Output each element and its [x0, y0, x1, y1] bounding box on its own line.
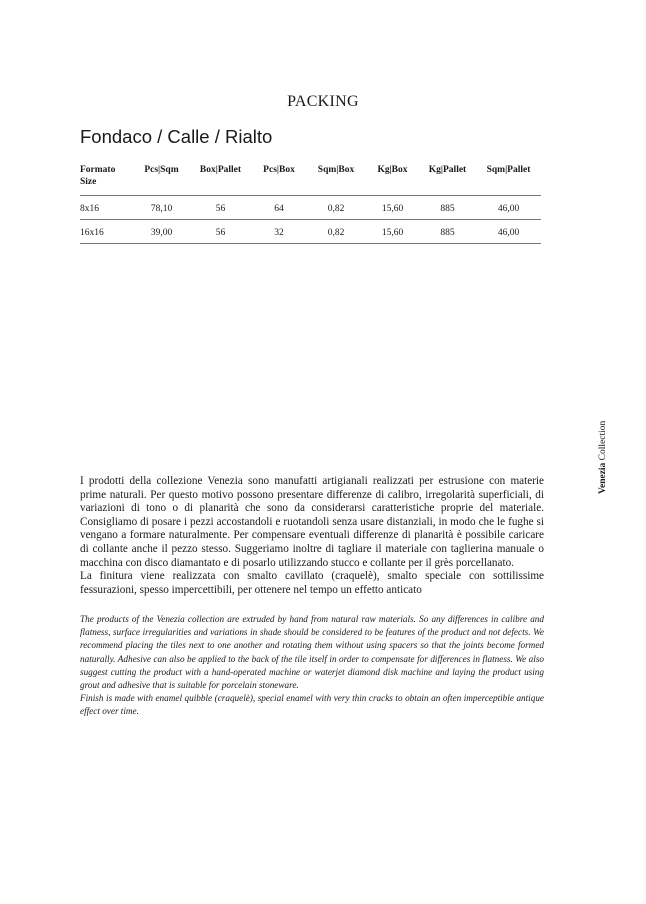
table-cell: 46,00 — [497, 204, 520, 214]
table-cell: 0,82 — [327, 204, 345, 214]
table-header-row — [80, 162, 541, 196]
table-row — [80, 196, 541, 220]
collection-title: Fondaco / Calle / Rialto — [80, 126, 273, 147]
table-cell: 15,60 — [381, 228, 404, 238]
table-cell: 32 — [274, 228, 284, 238]
header-formato-size: Formato Size — [80, 165, 116, 187]
table-cell: 885 — [440, 228, 455, 238]
table-cell: 885 — [440, 204, 455, 214]
table-cell-size: 8x16 — [80, 204, 99, 214]
table-cell: 0,82 — [327, 228, 345, 238]
page-title: PACKING — [287, 93, 359, 110]
packing-table — [80, 162, 541, 244]
paragraph-english-1: The products of the Venezia collection are extruded by hand from natural raw materials. So any differences in calibre and flatness, surface irregularities and variations in shade should be considered to be features of the product and not defects. We recommend placing the tiles next to one another and rotating them without using spacers so that the joints become formed naturally. Adhesive can also be applied to the back of the tile itself in order to compensate for differences in flatness. We also suggest cutting the product with a hand-operated machine or waterjet diamond disk machine and laying the product using grout and adhesive that is suitable for porcelain stoneware. — [80, 614, 544, 691]
table-cell: 64 — [274, 204, 284, 214]
collection-side-label — [598, 412, 612, 494]
description-italian — [80, 475, 544, 597]
header-sqm-pallet: Sqm|Pallet — [486, 165, 531, 175]
header-kg-pallet: Kg|Pallet — [428, 165, 467, 175]
table-cell: 15,60 — [381, 204, 404, 214]
table-cell: 56 — [215, 228, 226, 238]
table-cell: 56 — [215, 204, 226, 214]
header-kg-box: Kg|Box — [377, 165, 408, 175]
header-pcs-sqm: Pcs|Sqm — [144, 165, 179, 175]
side-label-word: Collection — [598, 420, 608, 461]
table-cell: 39,00 — [150, 228, 173, 238]
table-cell-size: 16x16 — [80, 228, 104, 238]
paragraph-english-2: Finish is made with enamel quibble (craquelè), special enamel with very thin cracks to obtain an often imperceptible antique effect over time. — [80, 693, 544, 717]
table-row — [80, 220, 541, 244]
table-cell: 78,10 — [150, 204, 173, 214]
header-box-pallet: Box|Pallet — [199, 165, 242, 175]
paragraph-italian-2: La finitura viene realizzata con smalto cavillato (craquelè), smalto speciale con sottilissime fessurazioni, spesso impercettibili, per ottenere nel tempo un effetto anticato — [80, 570, 544, 596]
header-sqm-box: Sqm|Box — [317, 165, 355, 175]
paragraph-italian-1: I prodotti della collezione Venezia sono manufatti artigianali realizzati per estrusione con materie prime naturali. Per questo motivo possono presentare differenze di calibro, irregolarità superficiali, di variazioni di tono o di planarità che sono da considerarsi caratteristiche proprie del materiale. Consigliamo di posare i pezzi accostandoli e ruotandoli senza usare distanziali, in modo che le fughe si vengano a formare naturalmente. Per compensare eventuali differenze di planarità è possibile caricare di collante anche il pezzo stesso. Suggeriamo inoltre di tagliare il materiale con taglierina manuale o macchina con disco diamantato e di posarlo utilizzando stucco e collante per il grès porcellanato. — [80, 475, 544, 569]
description-english — [80, 613, 544, 719]
table-cell: 46,00 — [497, 228, 520, 238]
header-pcs-box: Pcs|Box — [263, 165, 295, 175]
side-label-brand: Venezia — [598, 462, 608, 494]
